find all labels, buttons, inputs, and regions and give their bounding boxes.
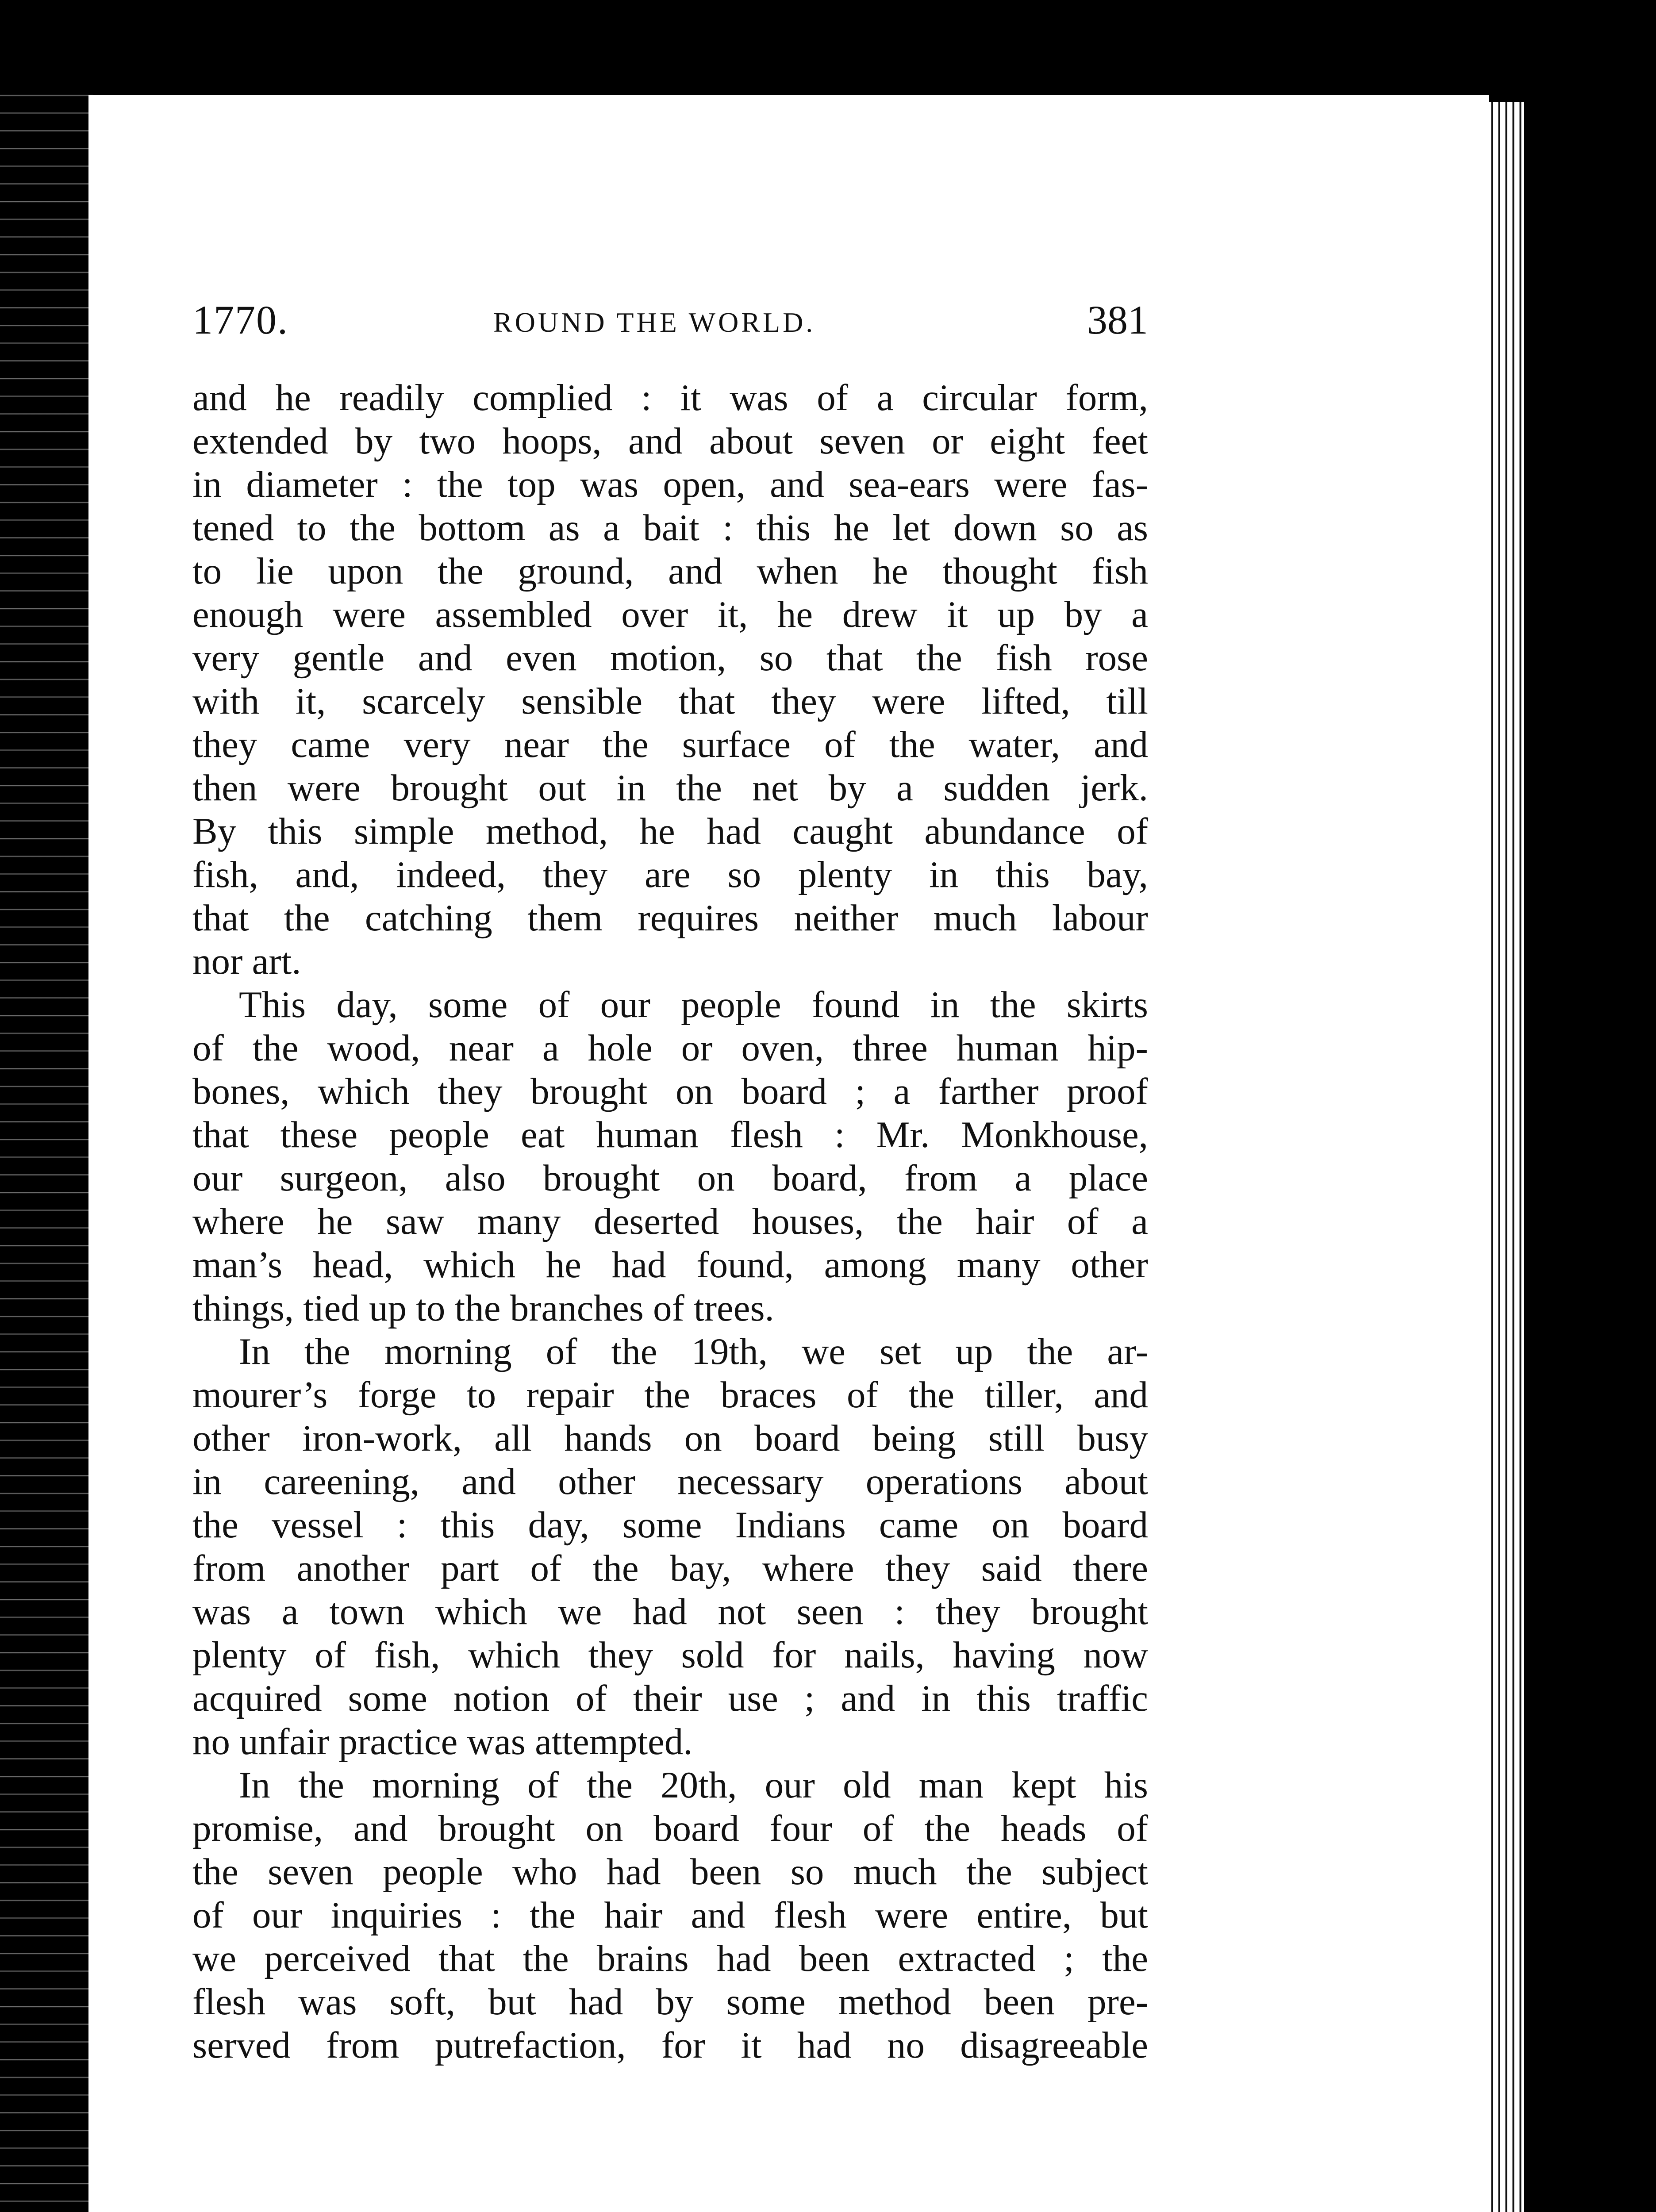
text-line: was a town which we had not seen : they brought	[192, 1591, 1148, 1632]
text-line: of the wood, near a hole or oven, three human hip-	[192, 1027, 1148, 1069]
text-line: from another part of the bay, where they said there	[192, 1548, 1148, 1589]
text-line: of our inquiries : the hair and flesh were entire, but	[192, 1894, 1148, 1936]
text-line: very gentle and even motion, so that the fish rose	[192, 637, 1148, 679]
text-line: tened to the bottom as a bait : this he let down so as	[192, 507, 1148, 549]
text-line: where he saw many deserted houses, the hair of a	[192, 1201, 1148, 1242]
text-line: things, tied up to the branches of trees.	[192, 1287, 774, 1329]
text-line: acquired some notion of their use ; and in this traffic	[192, 1678, 1148, 1719]
text-line: nor art.	[192, 941, 301, 982]
text-line: man’s head, which he had found, among many other	[192, 1244, 1148, 1286]
text-line: other iron-work, all hands on board being still busy	[192, 1417, 1148, 1459]
text-line: In the morning of the 20th, our old man kept his	[239, 1764, 1148, 1806]
running-title: ROUND THE WORLD.	[493, 307, 816, 338]
text-line: In the morning of the 19th, we set up the ar-	[239, 1331, 1148, 1372]
text-line: in careening, and other necessary operations about	[192, 1461, 1148, 1502]
text-line: we perceived that the brains had been extracted ; the	[192, 1938, 1148, 1979]
text-line: plenty of fish, which they sold for nails, having now	[192, 1634, 1148, 1676]
text-line: the seven people who had been so much the subject	[192, 1851, 1148, 1893]
page-number: 381	[1087, 297, 1148, 342]
paragraph	[192, 983, 1148, 1330]
text-line: that these people eat human flesh : Mr. Monkhouse,	[192, 1114, 1148, 1156]
page-stack-edge	[1489, 102, 1524, 2212]
text-line: they came very near the surface of the water, and	[192, 724, 1148, 765]
body-text	[192, 376, 1148, 2067]
text-line: This day, some of our people found in the skirts	[239, 984, 1148, 1025]
text-line: and he readily complied : it was of a circular form,	[192, 377, 1148, 419]
text-line: the vessel : this day, some Indians came on board	[192, 1504, 1148, 1546]
text-line: in diameter : the top was open, and sea-ears were fas-	[192, 464, 1148, 505]
running-header	[192, 296, 1148, 354]
text-line: to lie upon the ground, and when he thought fish	[192, 550, 1148, 592]
text-line: extended by two hoops, and about seven or eight feet	[192, 420, 1148, 462]
text-line: flesh was soft, but had by some method been pre-	[192, 1981, 1148, 2023]
text-line: By this simple method, he had caught abundance of	[192, 810, 1148, 852]
text-line: served from putrefaction, for it had no disagreeable	[192, 2024, 1148, 2066]
header-year: 1770.	[192, 297, 288, 342]
text-line: with it, scarcely sensible that they were lifted, till	[192, 680, 1148, 722]
text-line: enough were assembled over it, he drew it up by a	[192, 594, 1148, 635]
text-line: that the catching them requires neither much labour	[192, 897, 1148, 939]
text-line: our surgeon, also brought on board, from a place	[192, 1157, 1148, 1199]
text-line: mourer’s forge to repair the braces of the tiller, and	[192, 1374, 1148, 1416]
text-line: bones, which they brought on board ; a farther proof	[192, 1071, 1148, 1112]
text-line: no unfair practice was attempted.	[192, 1721, 693, 1763]
paragraph	[192, 1763, 1148, 2067]
text-line: promise, and brought on board four of the heads of	[192, 1808, 1148, 1849]
paragraph	[192, 376, 1148, 983]
text-line: then were brought out in the net by a sudden jerk.	[192, 767, 1148, 809]
paragraph	[192, 1330, 1148, 1763]
scan-binding-edge	[0, 88, 93, 2212]
text-line: fish, and, indeed, they are so plenty in this bay,	[192, 854, 1148, 895]
